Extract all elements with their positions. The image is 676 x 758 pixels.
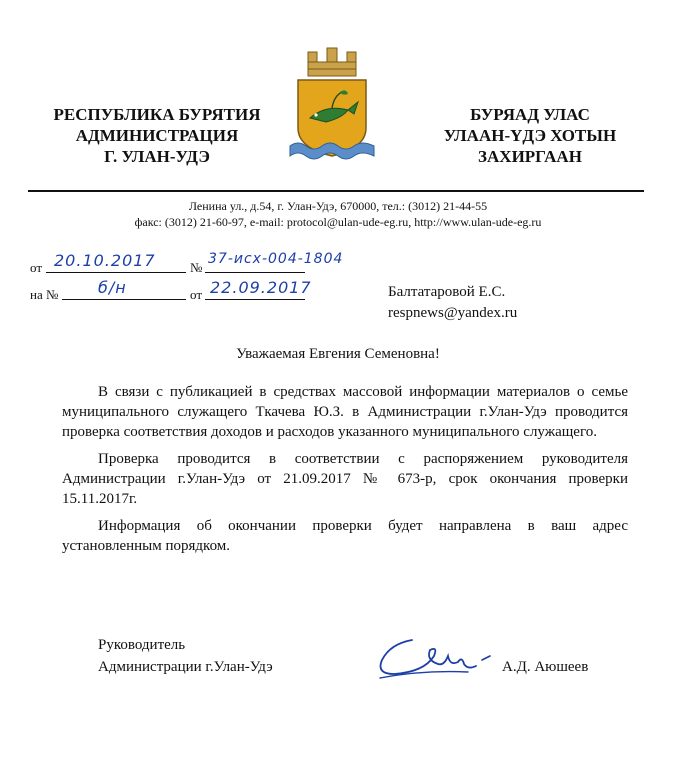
reference-date-handwritten: 22.09.2017 <box>210 278 312 297</box>
header-left-line-2: АДМИНИСТРАЦИЯ <box>75 126 239 145</box>
reference-underline <box>62 299 186 300</box>
header-right-line-1: БУРЯАД УЛАС <box>470 105 590 124</box>
header-right-line-3: ЗАХИРГААН <box>478 147 582 166</box>
contact-fax-email: факс: (3012) 21-60-97, e-mail: protocol@ulan-ude-eg.ru, http://www.ulan-ude-eg.ru <box>134 215 542 229</box>
header-right-line-2: УЛААН-ҮДЭ ХОТЫН <box>443 126 617 145</box>
letter-body <box>62 382 628 563</box>
signatory-position-line-1: Руководитель <box>98 637 186 653</box>
header-left <box>22 104 292 167</box>
from-date-handwritten: 20.10.2017 <box>54 251 156 270</box>
handwritten-signature-icon <box>372 626 502 688</box>
reference-label: на № <box>30 287 59 302</box>
number-underline <box>205 272 305 273</box>
recipient-name: Балтатаровой Е.С. <box>388 284 506 300</box>
body-paragraph-3: Информация об окончании проверки будет направлена в ваш адрес установленным порядком. <box>62 518 628 554</box>
reference-handwritten: б/н <box>98 278 127 297</box>
from-label: от <box>30 260 43 275</box>
number-handwritten: 37-исх-004-1804 <box>208 251 344 267</box>
header-left-line-1: РЕСПУБЛИКА БУРЯТИЯ <box>53 105 261 124</box>
body-paragraph-2: Проверка проводится в соответствии с распоряжением руководителя Администрации г.Улан-Удэ от 21.09.2017 № 673-р, срок окончания проверки 15.11.2017г. <box>62 451 628 507</box>
recipient-email: respnews@yandex.ru <box>388 305 518 321</box>
signatory-name: А.Д. Аюшеев <box>502 659 589 675</box>
reference-from-label: от <box>190 287 203 302</box>
from-date-underline <box>46 272 186 273</box>
contact-address: Ленина ул., д.54, г. Улан-Удэ, 670000, тел.: (3012) 21-44-55 <box>188 199 488 213</box>
reference-date-underline <box>205 299 305 300</box>
body-paragraph-1: В связи с публикацией в средствах массовой информации материалов о семье муниципального служащего Ткачева Ю.З. в Администрации г.Улан-Удэ проводится проверка соответствия доходов и расходов указанного муниципального служащего. <box>62 384 628 440</box>
greeting: Уважаемая Евгения Семеновна! <box>236 346 440 362</box>
header-left-line-3: Г. УЛАН-УДЭ <box>104 147 210 166</box>
header-divider <box>28 190 644 192</box>
signatory-position-line-2: Администрации г.Улан-Удэ <box>98 659 273 675</box>
city-coat-of-arms-icon <box>282 44 382 168</box>
header-right <box>395 104 665 167</box>
number-label: № <box>190 260 203 275</box>
